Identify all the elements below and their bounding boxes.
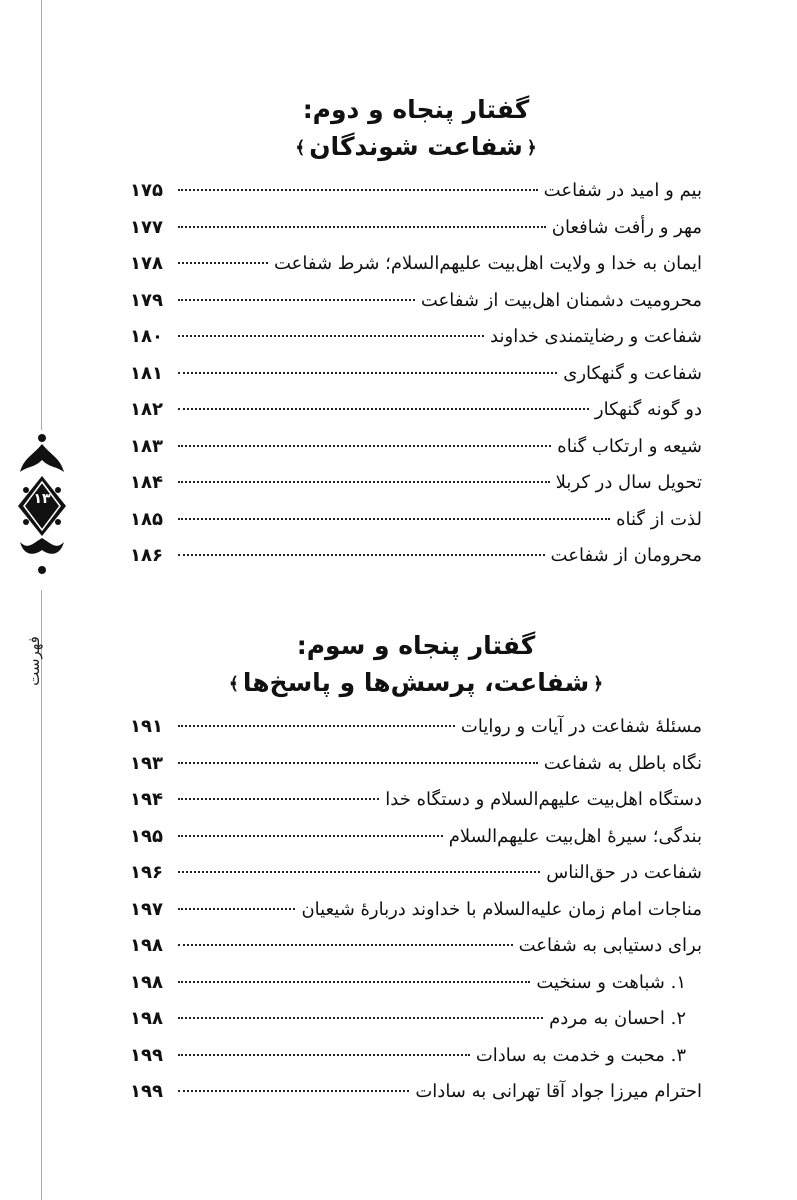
toc-entry-page: ۱۹۸ — [130, 1008, 163, 1029]
toc-entry-label: ۲. احسان به مردم — [549, 1008, 686, 1029]
toc-entry-label: بندگی؛ سیرهٔ اهل‌بیت علیهم‌السلام — [448, 825, 702, 847]
running-title: فهرست — [25, 636, 43, 686]
ornament-open: ﴿ — [593, 674, 604, 694]
toc-entry-label: ایمان به خدا و ولایت اهل‌بیت علیهم‌السلام؛ شرط شفاعت — [273, 253, 702, 274]
toc-entry[interactable] — [130, 429, 702, 466]
toc-entry[interactable] — [130, 356, 702, 393]
dot-leader — [178, 335, 484, 337]
toc-entry-label: مناجات امام زمان علیه‌السلام با خداوند دربارهٔ شیعیان — [301, 898, 702, 920]
toc-entry[interactable] — [130, 965, 702, 1002]
toc-entry[interactable] — [130, 819, 702, 856]
section-title-text: شفاعت، پرسش‌ها و پاسخ‌ها — [242, 668, 590, 697]
toc-entry-label: شفاعت و گنهکاری — [563, 362, 702, 384]
toc-entry[interactable] — [130, 928, 702, 965]
toc-entry[interactable] — [130, 782, 702, 819]
toc-entry-page: ۱۹۴ — [130, 789, 163, 810]
toc-entry[interactable] — [130, 746, 702, 783]
toc-entry[interactable] — [130, 319, 702, 356]
toc-entry[interactable] — [130, 283, 702, 320]
ornament-close: ﴾ — [228, 674, 239, 694]
dot-leader — [178, 1090, 409, 1092]
toc-entry-page: ۱۸۱ — [130, 362, 163, 384]
toc-entry-label: ۱. شباهت و سنخیت — [536, 971, 686, 993]
toc-entry[interactable] — [130, 392, 702, 429]
dot-leader — [178, 189, 538, 191]
toc-entry-page: ۱۸۶ — [130, 545, 163, 566]
toc-entry-list — [130, 709, 702, 1111]
toc-entry[interactable] — [130, 538, 702, 575]
toc-entry-label: احترام میرزا جواد آقا تهرانی به سادات — [415, 1081, 702, 1102]
dot-leader — [178, 299, 415, 301]
toc-entry-page: ۱۹۷ — [130, 898, 163, 920]
dot-leader — [178, 481, 550, 483]
toc-entry[interactable] — [130, 173, 702, 210]
dot-leader — [178, 944, 513, 946]
toc-entry-label: شفاعت و رضایتمندی خداوند — [490, 326, 702, 347]
toc-entry[interactable] — [130, 855, 702, 892]
toc-entry-page: ۱۹۸ — [130, 971, 163, 993]
dot-leader — [178, 554, 545, 556]
toc-entry-list — [130, 173, 702, 575]
toc-entry-page: ۱۹۱ — [130, 716, 163, 737]
toc-entry-label: شفاعت در حق‌الناس — [546, 862, 702, 883]
section-title — [130, 664, 702, 703]
toc-entry[interactable] — [130, 210, 702, 247]
dot-leader — [178, 835, 443, 837]
toc-entry-page: ۱۸۵ — [130, 508, 163, 530]
toc-entry-page: ۱۷۹ — [130, 289, 163, 311]
toc-entry-label: نگاه باطل به شفاعت — [543, 752, 702, 774]
toc-entry-label: دو گونه گنهکار — [594, 399, 702, 420]
dot-leader — [178, 408, 589, 410]
ornament-close: ﴾ — [295, 138, 306, 158]
dot-leader — [178, 1054, 470, 1056]
toc-entry-label: محرومان از شفاعت — [550, 545, 702, 566]
dot-leader — [178, 871, 540, 873]
toc-entry-label: دستگاه اهل‌بیت علیهم‌السلام و دستگاه خدا — [385, 789, 702, 810]
toc-entry-label: برای دستیابی به شفاعت — [518, 935, 702, 956]
toc-entry-label: شیعه و ارتکاب گناه — [557, 435, 702, 457]
toc-entry-label: مسئلهٔ شفاعت در آیات و روایات — [460, 716, 702, 737]
toc-entry-page: ۱۹۵ — [130, 825, 163, 847]
toc-entry-page: ۱۹۹ — [130, 1044, 163, 1066]
dot-leader — [178, 445, 551, 447]
toc-entry-page: ۱۷۸ — [130, 253, 163, 274]
toc-entry[interactable] — [130, 1001, 702, 1038]
toc-entry-label: ۳. محبت و خدمت به سادات — [475, 1044, 686, 1066]
toc-entry[interactable] — [130, 246, 702, 283]
toc-entry-label: بیم و امید در شفاعت — [543, 180, 702, 201]
toc-entry-label: لذت از گناه — [616, 508, 702, 530]
margin-line-top — [41, 0, 42, 430]
ornament-open: ﴿ — [526, 138, 537, 158]
toc-entry-page: ۱۹۳ — [130, 752, 163, 774]
toc-entry-page: ۱۷۵ — [130, 180, 163, 201]
dot-leader — [178, 725, 455, 727]
toc-entry-page: ۱۹۹ — [130, 1081, 163, 1102]
dot-leader — [178, 372, 557, 374]
dot-leader — [178, 1017, 543, 1019]
section-title-text: شفاعت شوندگان — [309, 132, 523, 161]
dot-leader — [178, 798, 379, 800]
dot-leader — [178, 762, 538, 764]
toc-entry-label: مهر و رأفت شافعان — [551, 216, 702, 238]
toc-entry[interactable] — [130, 465, 702, 502]
page-number: ۱۳ — [33, 491, 51, 507]
toc-entry-label: محرومیت دشمنان اهل‌بیت از شفاعت — [420, 289, 702, 311]
toc-entry-label: تحویل سال در کربلا — [555, 472, 702, 493]
page-number-ornament — [14, 432, 70, 582]
toc-entry[interactable] — [130, 892, 702, 929]
section-heading: گفتار پنجاه و سوم: — [296, 631, 536, 660]
toc-entry-page: ۱۸۲ — [130, 399, 163, 420]
toc-entry[interactable] — [130, 1038, 702, 1075]
dot-leader — [178, 518, 610, 520]
toc-entry-page: ۱۹۶ — [130, 862, 163, 883]
toc-entry-page: ۱۷۷ — [130, 216, 163, 238]
toc-entry[interactable] — [130, 709, 702, 746]
toc-entry-page: ۱۸۳ — [130, 435, 163, 457]
section-heading: گفتار پنجاه و دوم: — [302, 95, 530, 124]
dot-leader — [178, 226, 546, 228]
dot-leader — [178, 908, 295, 910]
section-title — [130, 128, 702, 167]
toc-entry[interactable] — [130, 1074, 702, 1111]
toc-section-53 — [130, 628, 702, 1111]
toc-entry-page: ۱۸۰ — [130, 326, 163, 347]
toc-section-52 — [130, 92, 702, 575]
toc-entry-page: ۱۸۴ — [130, 472, 163, 493]
dot-leader — [178, 262, 268, 264]
toc-entry-page: ۱۹۸ — [130, 935, 163, 956]
dot-leader — [178, 981, 530, 983]
toc-entry[interactable] — [130, 502, 702, 539]
